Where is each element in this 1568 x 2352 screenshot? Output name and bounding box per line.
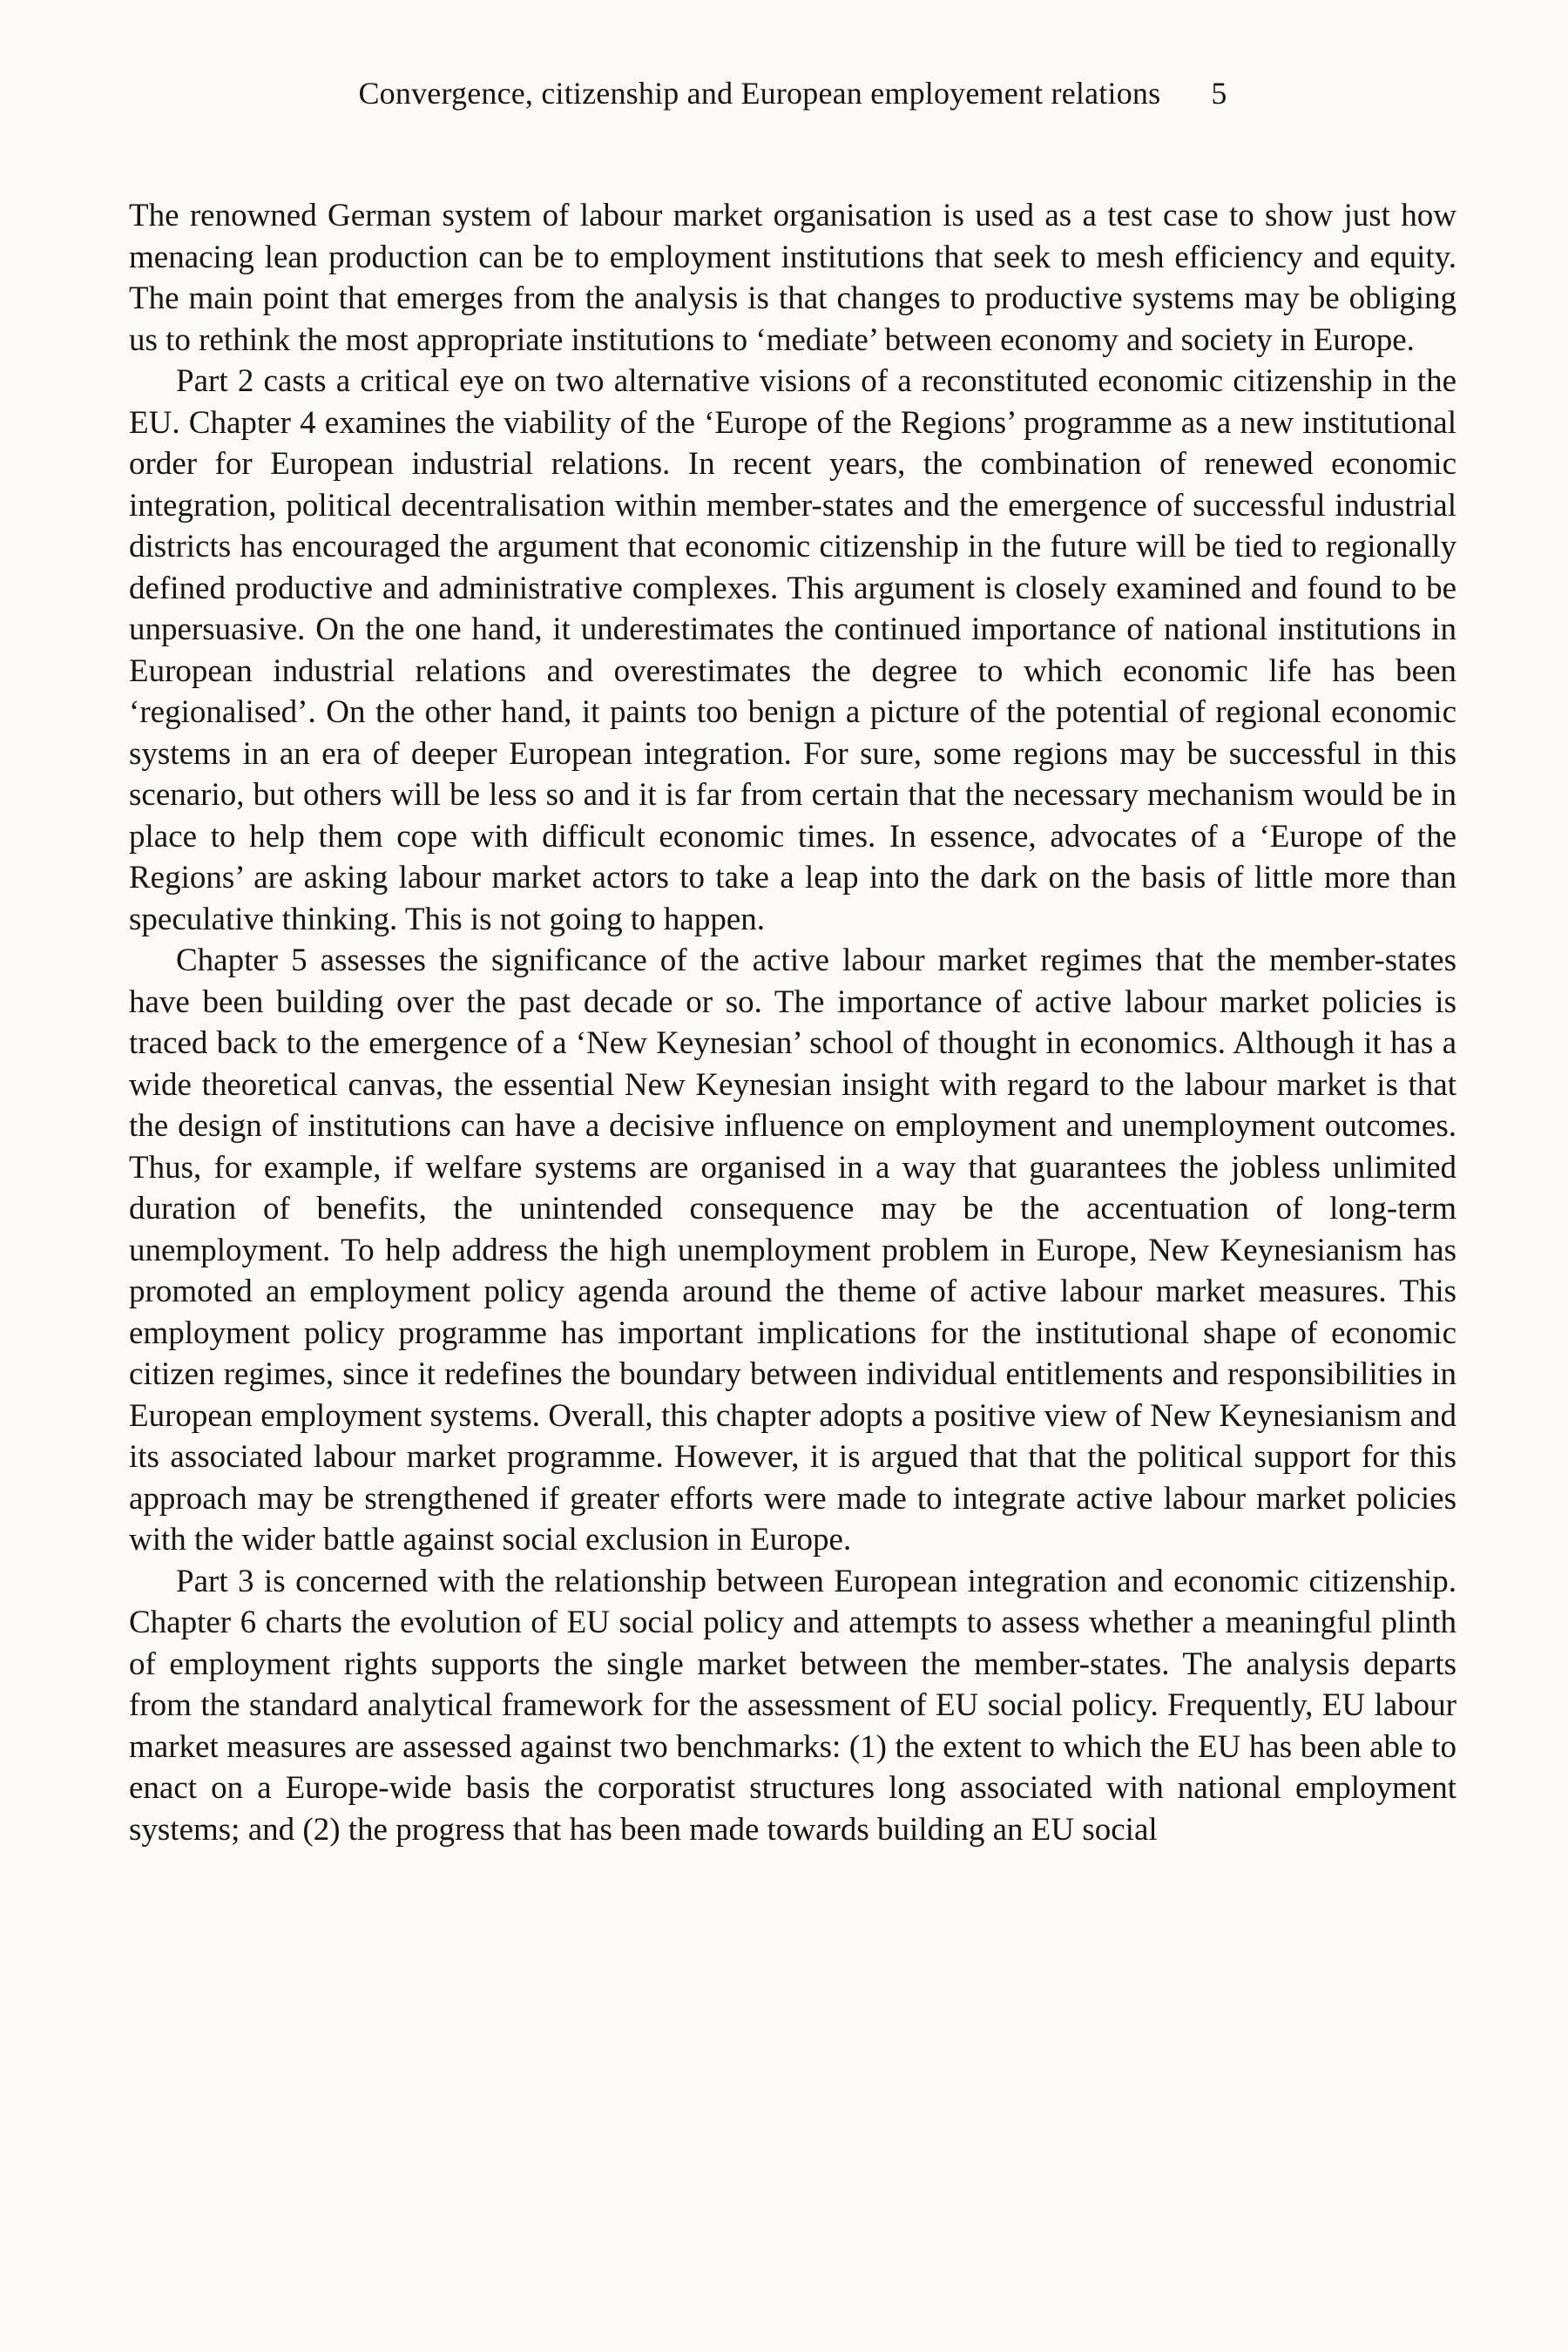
body-text <box>129 195 1456 1850</box>
paragraph-2: Part 2 casts a critical eye on two alternative visions of a reconstituted economic citizenship in the EU. Chapter 4 examines the viability of the ‘Europe of the Regions’ programme as a new institutional order for European industrial relations. In recent years, the combination of renewed economic integration, political decentralisation within member-states and the emergence of successful industrial districts has encouraged the argument that economic citizenship in the future will be tied to regionally defined productive and administrative complexes. This argument is closely examined and found to be unpersuasive. On the one hand, it underestimates the continued importance of national institutions in European industrial relations and overestimates the degree to which economic life has been ‘regionalised’. On the other hand, it paints too benign a picture of the potential of regional economic systems in an era of deeper European integration. For sure, some regions may be successful in this scenario, but others will be less so and it is far from certain that the necessary mechanism would be in place to help them cope with difficult economic times. In essence, advocates of a ‘Europe of the Regions’ are asking labour market actors to take a leap into the dark on the basis of little more than speculative thinking. This is not going to happen. <box>129 363 1456 937</box>
paragraph-1: The renowned German system of labour market organisation is used as a test case to show just how menacing lean production can be to employment institutions that seek to mesh efficiency and equity. The main point that emerges from the analysis is that changes to productive systems may be obliging us to rethink the most appropriate institutions to ‘mediate’ between economy and society in Europe. <box>129 198 1456 358</box>
paragraph-3: Chapter 5 assesses the significance of the active labour market regimes that the member-states have been building over the past decade or so. The importance of active labour market policies is traced back to the emergence of a ‘New Keynesian’ school of thought in economics. Although it has a wide theoretical canvas, the essential New Keynesian insight with regard to the labour market is that the design of institutions can have a decisive influence on employment and unemployment outcomes. Thus, for example, if welfare systems are organised in a way that guarantees the jobless unlimited duration of benefits, the unintended consequence may be the accentuation of long-term unemployment. To help address the high unemployment problem in Europe, New Keynesianism has promoted an employment policy agenda around the theme of active labour market measures. This employment policy programme has important implications for the institutional shape of economic citizen regimes, since it redefines the boundary between individual entitlements and responsibilities in European employment systems. Overall, this chapter adopts a positive view of New Keynesianism and its associated labour market programme. However, it is argued that that the political support for this approach may be strengthened if greater efforts were made to integrate active labour market policies with the wider battle against social exclusion in Europe. <box>129 943 1456 1558</box>
paragraph-4: Part 3 is concerned with the relationship between European integration and economic citizenship. Chapter 6 charts the evolution of EU social policy and attempts to assess whether a meaningful plinth of employment rights supports the single market between the member-states. The analysis departs from the standard analytical framework for the assessment of EU social policy. Frequently, EU labour market measures are assessed against two benchmarks: (1) the extent to which the EU has been able to enact on a Europe-wide basis the corporatist structures long associated with national employment systems; and (2) the progress that has been made towards building an EU social <box>129 1563 1456 1848</box>
page-header <box>129 75 1456 112</box>
running-title: Convergence, citizenship and European employement relations <box>358 76 1161 111</box>
page-number: 5 <box>1211 76 1227 111</box>
